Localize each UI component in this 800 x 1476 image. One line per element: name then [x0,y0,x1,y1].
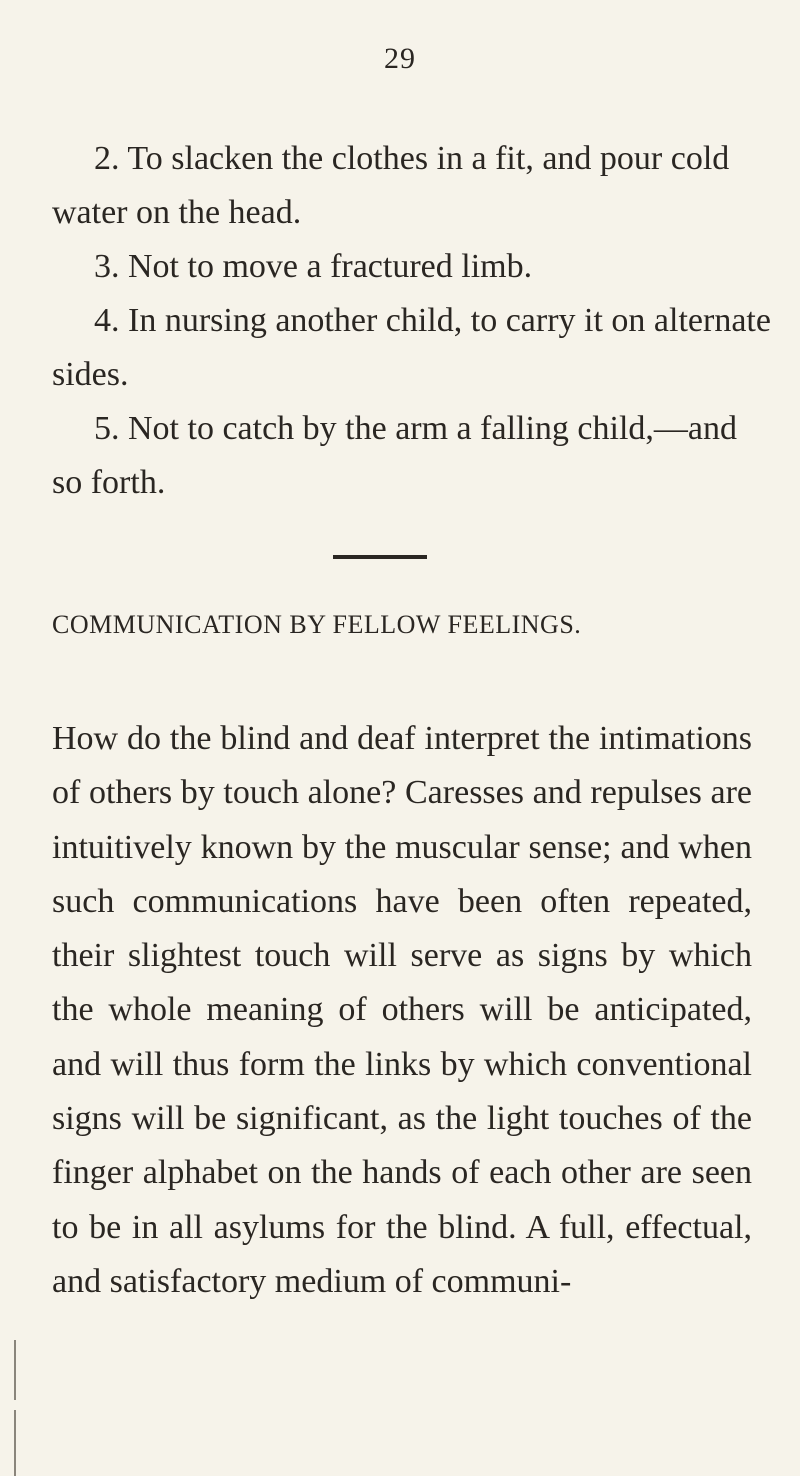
list-item: 2. To slacken the clothes in a fit, and pour cold water on the head. [52,140,730,231]
margin-mark [14,1340,16,1400]
list-item: 4. In nursing another child, to carry it on alternate sides. [52,302,771,393]
list-item: 5. Not to catch by the arm a falling child,—and so forth. [52,410,737,501]
numbered-list [52,132,772,510]
margin-mark [14,1410,16,1476]
body-paragraph: How do the blind and deaf interpret the intimations of others by touch alone? Caresses and repulses are intuitively known by the muscular sense; and when such communications have been often repeated, their slightest touch will serve as signs by which the whole meaning of others will be anticipated, and will thus form the links by which conventional signs will be significant, as the light touches of the finger alphabet on the hands of each other are seen to be in all asylums for the blind. A full, effectual, and satisfactory medium of communi- [52,720,752,1300]
section-divider [333,555,427,559]
section-heading: COMMUNICATION BY FELLOW FEELINGS. [52,610,582,639]
list-item: 3. Not to move a fractured limb. [94,248,533,285]
page-number: 29 [384,42,416,75]
